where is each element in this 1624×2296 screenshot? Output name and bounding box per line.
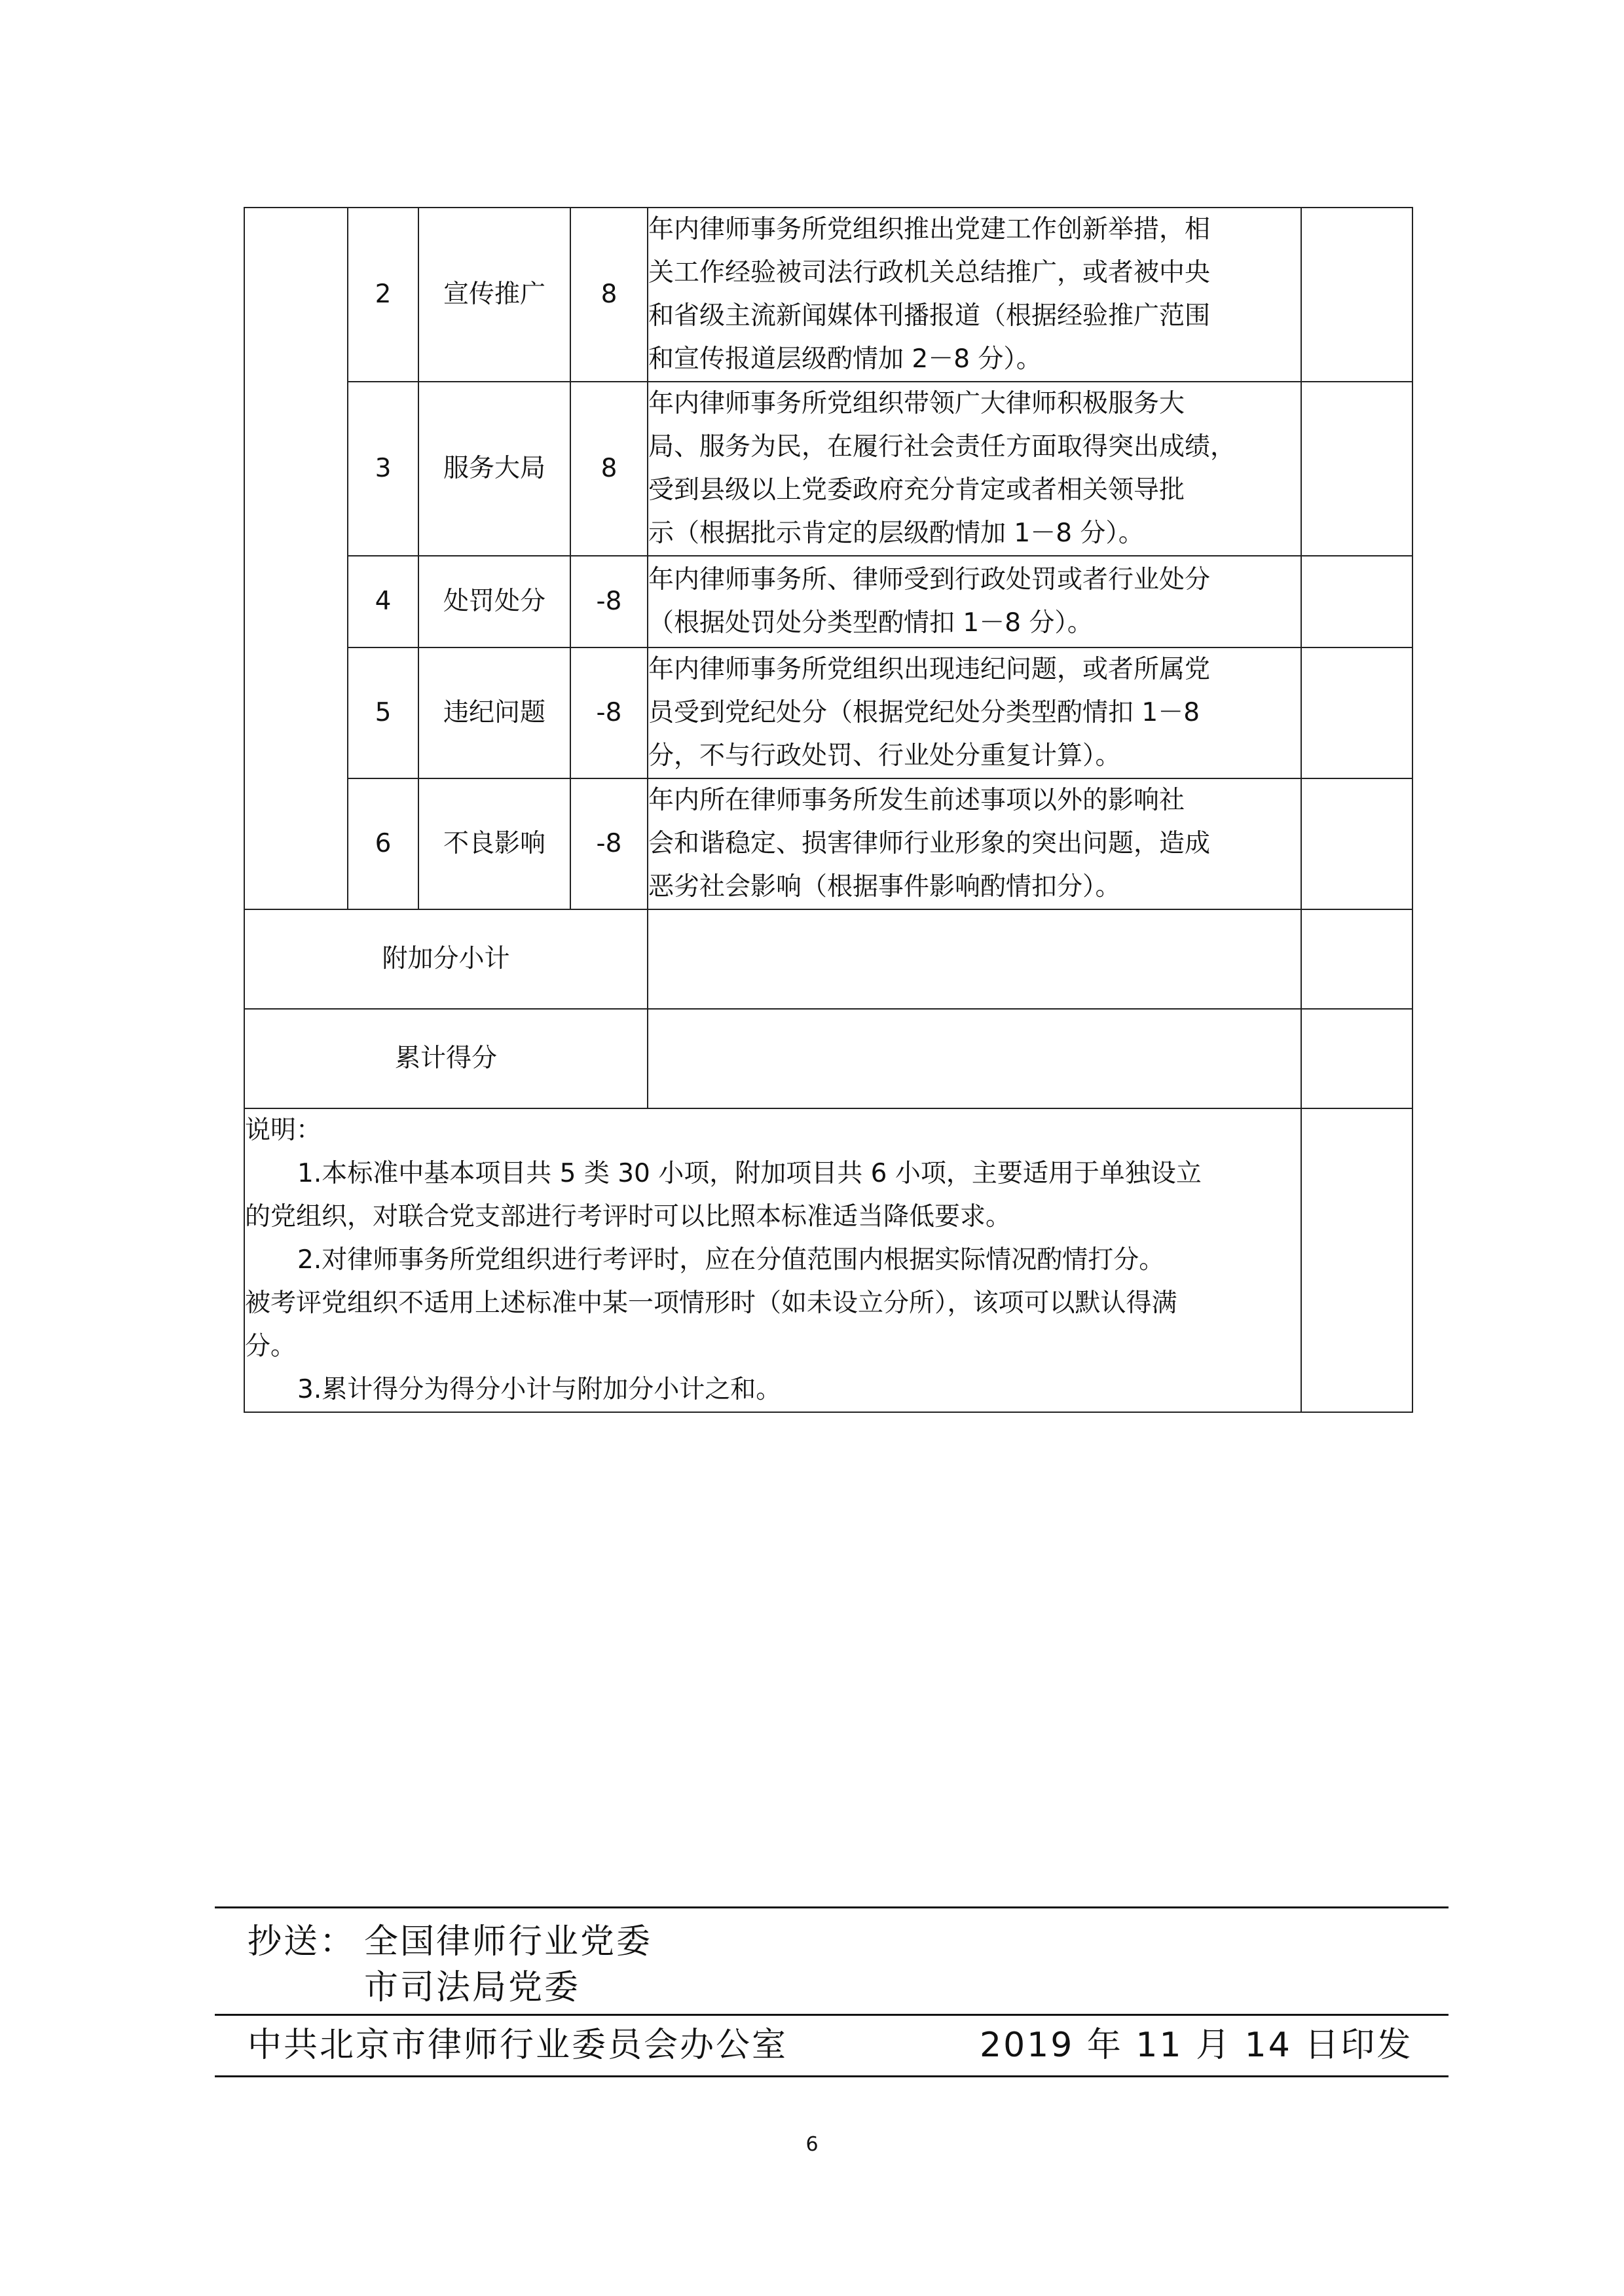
description-line: 年内律师事务所党组织出现违纪问题，或者所属党 <box>648 655 1211 684</box>
table-row <box>244 647 1412 778</box>
description-line: 局、服务为民，在履行社会责任方面取得突出成绩， <box>648 432 1236 462</box>
item-score: 8 <box>570 208 648 382</box>
item-number: 4 <box>348 556 418 647</box>
item-description <box>648 382 1301 556</box>
note-line: 被考评党组织不适用上述标准中某一项情形时（如未设立分所），该项可以默认得满 <box>245 1288 1177 1318</box>
item-number: 6 <box>348 778 418 909</box>
description-line: 年内律师事务所党组织推出党建工作创新举措，相 <box>648 215 1211 244</box>
item-number: 2 <box>348 208 418 382</box>
scoring-table <box>244 207 1413 1413</box>
scoring-table-body <box>244 208 1412 1412</box>
category-cell <box>244 208 348 909</box>
notes-row <box>244 1108 1412 1412</box>
description-line: 示（根据批示肯定的层级酌情加 1－8 分）。 <box>648 519 1144 548</box>
cc-recipient: 全国律师行业党委 <box>364 1922 653 1961</box>
subtotal-label: 附加分小计 <box>244 909 648 1009</box>
note-line: 分。 <box>245 1332 297 1361</box>
score-entry-cell <box>1301 1009 1412 1108</box>
issuer: 中共北京市律师行业委员会办公室 <box>248 2026 788 2065</box>
table-row <box>244 208 1412 382</box>
notes-cell <box>244 1108 1301 1412</box>
subtotal-row <box>244 909 1412 1009</box>
table-row <box>244 556 1412 647</box>
description-line: 会和谐稳定、损害律师行业形象的突出问题，造成 <box>648 829 1211 858</box>
item-number: 5 <box>348 647 418 778</box>
item-description <box>648 778 1301 909</box>
description-line: 受到县级以上党委政府充分肯定或者相关领导批 <box>648 475 1185 505</box>
item-description <box>648 647 1301 778</box>
description-line: 和省级主流新闻媒体刊播报道（根据经验推广范围 <box>648 301 1211 331</box>
item-description <box>648 556 1301 647</box>
score-entry-cell <box>1301 647 1412 778</box>
score-entry-cell <box>1301 1108 1412 1412</box>
score-entry-cell <box>1301 909 1412 1009</box>
table-row <box>244 382 1412 556</box>
issue-date: 2019 年 11 月 14 日印发 <box>980 2026 1413 2065</box>
item-score: -8 <box>570 778 648 909</box>
cc-recipient: 市司法局党委 <box>364 1968 581 2007</box>
total-value-cell <box>648 1009 1301 1108</box>
score-entry-cell <box>1301 556 1412 647</box>
item-name: 宣传推广 <box>418 208 570 382</box>
description-line: 年内律师事务所党组织带领广大律师积极服务大 <box>648 389 1185 418</box>
item-name: 不良影响 <box>418 778 570 909</box>
footer-bottom-rule <box>215 2075 1449 2077</box>
table-row <box>244 778 1412 909</box>
total-row <box>244 1009 1412 1108</box>
item-name: 违纪问题 <box>418 647 570 778</box>
description-line: 关工作经验被司法行政机关总结推广，或者被中央 <box>648 258 1211 287</box>
subtotal-value-cell <box>648 909 1301 1009</box>
note-line: 1.本标准中基本项目共 5 类 30 小项，附加项目共 6 小项，主要适用于单独设立 <box>297 1159 1202 1188</box>
item-name: 处罚处分 <box>418 556 570 647</box>
item-score: -8 <box>570 647 648 778</box>
item-number: 3 <box>348 382 418 556</box>
item-score: -8 <box>570 556 648 647</box>
description-line: （根据处罚处分类型酌情扣 1－8 分）。 <box>648 608 1093 638</box>
footer-middle-rule <box>215 2014 1449 2016</box>
score-entry-cell <box>1301 778 1412 909</box>
description-line: 年内律师事务所、律师受到行政处罚或者行业处分 <box>648 565 1211 594</box>
item-description <box>648 208 1301 382</box>
note-line: 的党组织，对联合党支部进行考评时可以比照本标准适当降低要求。 <box>245 1202 1012 1231</box>
description-line: 年内所在律师事务所发生前述事项以外的影响社 <box>648 786 1185 815</box>
page-number: 6 <box>805 2133 819 2156</box>
score-entry-cell <box>1301 382 1412 556</box>
description-line: 恶劣社会影响（根据事件影响酌情扣分）。 <box>648 872 1121 902</box>
item-name: 服务大局 <box>418 382 570 556</box>
notes-title: 说明： <box>245 1116 322 1145</box>
footer-top-rule <box>215 1906 1449 1908</box>
note-line: 3.累计得分为得分小计与附加分小计之和。 <box>297 1375 782 1404</box>
description-line: 和宣传报道层级酌情加 2－8 分）。 <box>648 344 1042 374</box>
item-score: 8 <box>570 382 648 556</box>
note-line: 2.对律师事务所党组织进行考评时，应在分值范围内根据实际情况酌情打分。 <box>297 1245 1165 1275</box>
description-line: 分，不与行政处罚、行业处分重复计算）。 <box>648 741 1121 771</box>
score-entry-cell <box>1301 208 1412 382</box>
total-label: 累计得分 <box>244 1009 648 1108</box>
cc-label: 抄送： <box>248 1922 356 1961</box>
description-line: 员受到党纪处分（根据党纪处分类型酌情扣 1－8 <box>648 698 1200 727</box>
